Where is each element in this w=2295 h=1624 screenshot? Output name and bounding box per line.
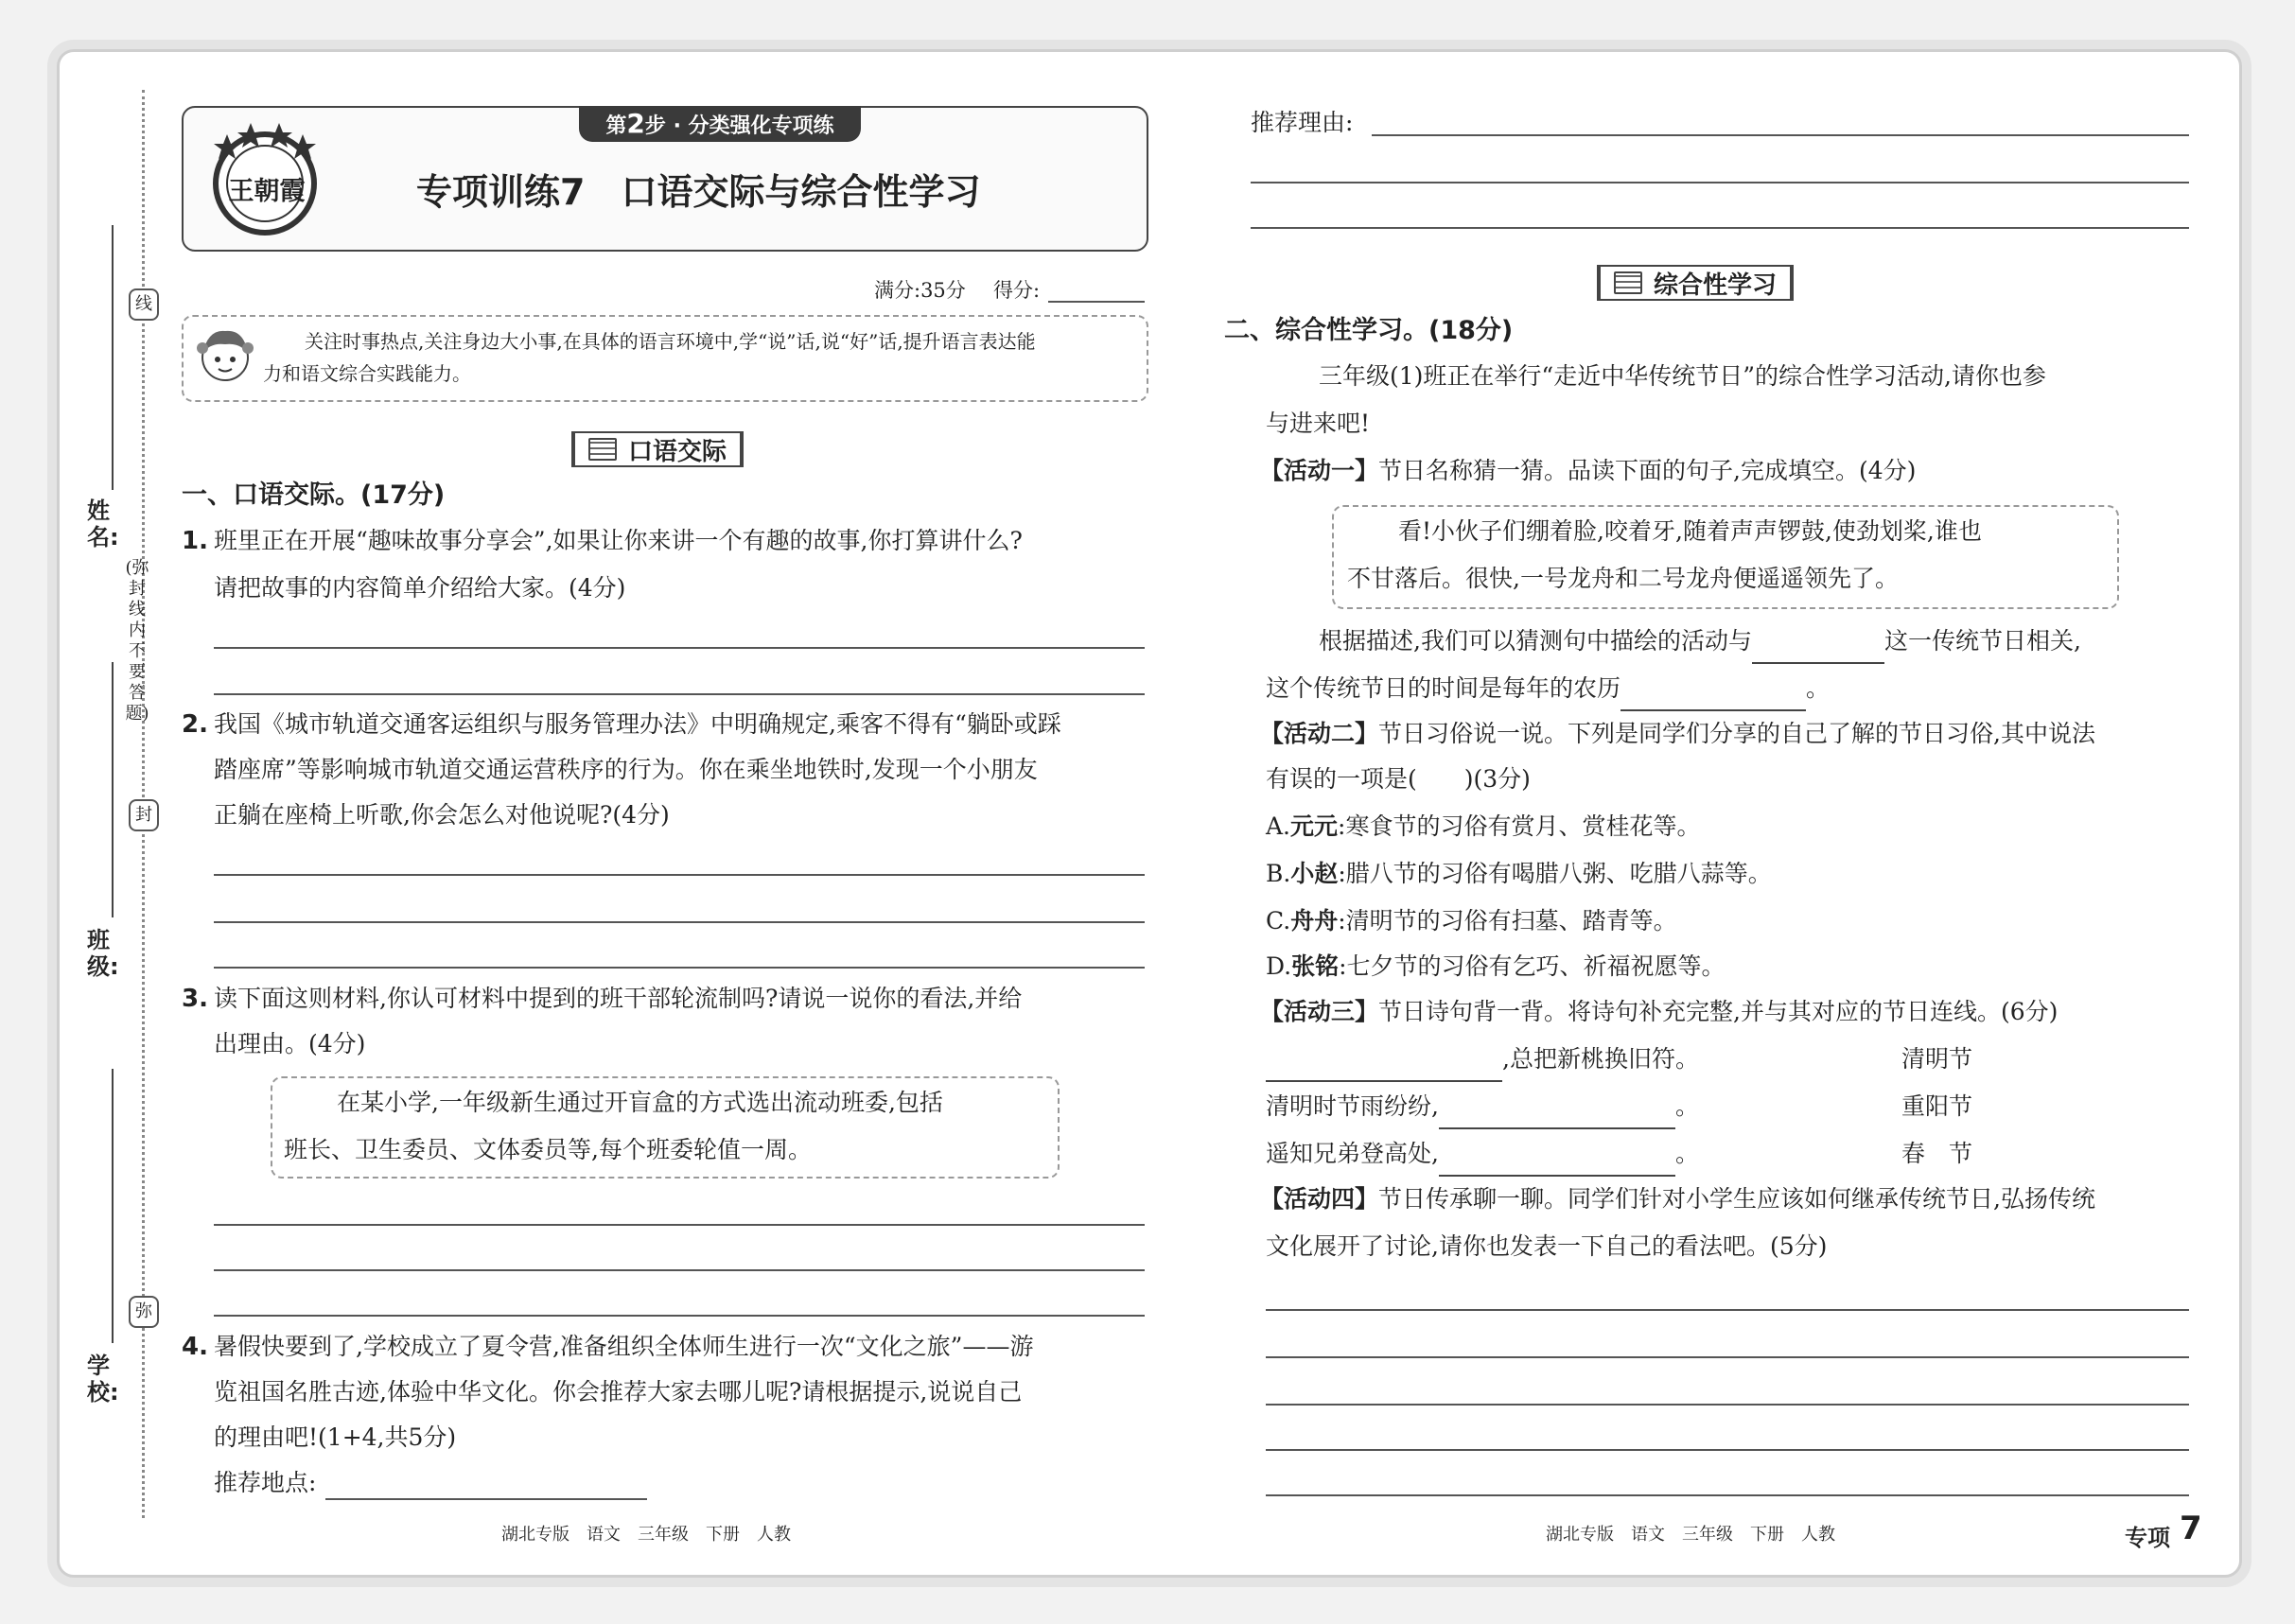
q3-material-line-1: 在某小学,一年级新生通过开盲盒的方式选出流动班委,包括 — [337, 1089, 943, 1116]
step-prefix: 第 — [605, 114, 627, 138]
q4-place-label: 推荐地点: — [214, 1469, 317, 1496]
logo-text: 王朝霞 — [228, 177, 306, 206]
activity-4-text: 节日传承聊一聊。同学们针对小学生应该如何继承传统节日,弘扬传统 — [1378, 1185, 2095, 1213]
a1-blank-festival[interactable] — [1752, 634, 1884, 664]
activity-3 — [1260, 989, 2058, 1035]
option-b-letter: B. — [1266, 860, 1291, 887]
name-field[interactable] — [112, 225, 114, 490]
binding-mi: 弥 — [129, 1296, 159, 1328]
q2-answer-line-1[interactable] — [214, 874, 1145, 876]
q1-number: 1. — [182, 527, 208, 555]
q3-answer-line-2[interactable] — [214, 1269, 1145, 1271]
reason-line-2[interactable] — [1251, 182, 2189, 183]
option-b-who: 小赵 — [1290, 860, 1339, 887]
poem-2-blank[interactable] — [1439, 1099, 1675, 1129]
option-d-letter: D. — [1266, 952, 1292, 980]
q1-answer-line-1[interactable] — [214, 647, 1145, 649]
activity-4 — [1260, 1177, 2095, 1222]
book-icon — [1614, 271, 1642, 294]
q1-line-1: 班里正在开展“趣味故事分享会”,如果让你来讲一个有趣的故事,你打算讲什么? — [214, 527, 1023, 554]
q4-line-2: 览祖国名胜古迹,体验中华文化。你会推荐大家去哪儿呢?请根据提示,说说自己 — [214, 1378, 1023, 1406]
q3-answer-line-1[interactable] — [214, 1224, 1145, 1226]
reason-line-3[interactable] — [1251, 227, 2189, 229]
q4-line-1: 暑假快要到了,学校成立了夏令营,准备组织全体师生进行一次“文化之旅”——游 — [214, 1333, 1034, 1360]
name-label: 姓名: — [87, 498, 119, 550]
girl-avatar-icon — [189, 322, 261, 395]
oral-section-header — [571, 431, 744, 467]
activity-4-tag: 【活动四】 — [1260, 1185, 1379, 1213]
poem-2 — [1266, 1084, 1699, 1129]
binding-xian: 线 — [129, 288, 159, 321]
a4-answer-line-2[interactable] — [1266, 1356, 2189, 1358]
footer-right: 湖北专版 语文 三年级 下册 人教 — [1546, 1525, 1835, 1545]
q4-place-field[interactable] — [325, 1498, 647, 1500]
activity-2-line-2: 有误的一项是( )(3分) — [1266, 765, 1531, 793]
q2-line-2: 踏座席”等影响城市轨道交通运营秩序的行为。你在乘坐地铁时,发现一个小朋友 — [214, 756, 1038, 783]
activity-1-tag: 【活动一】 — [1260, 457, 1379, 484]
binding-notice: (弥封线内不要答题) — [125, 558, 149, 724]
option-a[interactable] — [1266, 804, 1700, 849]
poem-3-end: 。 — [1674, 1140, 1699, 1167]
q2-answer-line-2[interactable] — [214, 921, 1145, 923]
activity-1-text: 节日名称猜一猜。品读下面的句子,完成填空。(4分) — [1378, 457, 1917, 484]
option-c-letter: C. — [1266, 907, 1291, 934]
poem-1 — [1266, 1037, 1699, 1082]
class-label: 班级: — [87, 927, 119, 980]
option-b-text: :腊八节的习俗有喝腊八粥、吃腊八蒜等。 — [1338, 860, 1772, 887]
step-suffix: 步 · 分类强化专项练 — [644, 114, 834, 138]
school-label: 学校: — [87, 1353, 119, 1406]
option-a-who: 元元 — [1290, 812, 1339, 840]
option-b[interactable] — [1266, 851, 1772, 897]
q2-number: 2. — [182, 710, 208, 739]
q3-line-1: 读下面这则材料,你认可材料中提到的班干部轮流制吗?请说一说你的看法,并给 — [214, 985, 1023, 1012]
q2-line-1: 我国《城市轨道交通客运组织与服务管理办法》中明确规定,乘客不得有“躺卧或踩 — [214, 710, 1061, 738]
q2-line-3: 正躺在座椅上听歌,你会怎么对他说呢?(4分) — [214, 801, 670, 829]
comp-intro-1: 三年级(1)班正在举行“走近中华传统节日”的综合性学习活动,请你也参 — [1319, 362, 2046, 390]
poem-3-blank[interactable] — [1439, 1146, 1675, 1177]
comp-intro-2: 与进来吧! — [1266, 410, 1371, 437]
poem-1-blank[interactable] — [1266, 1052, 1502, 1082]
a1-material-line-1: 看!小伙子们绷着脸,咬着牙,随着声声锣鼓,使劲划桨,谁也 — [1398, 517, 1982, 545]
comp-section-header — [1597, 265, 1794, 301]
activity-2 — [1260, 711, 2095, 757]
a1-fill-2-prefix: 这个传统节日的时间是每年的农历 — [1266, 674, 1621, 702]
holiday-1[interactable]: 清明节 — [1901, 1045, 1973, 1073]
book-icon — [588, 438, 617, 461]
class-field[interactable] — [112, 662, 114, 917]
q1-line-2: 请把故事的内容简单介绍给大家。(4分) — [214, 574, 626, 602]
poem-3-text: 遥知兄弟登高处, — [1266, 1140, 1439, 1167]
oral-section-label: 口语交际 — [628, 437, 727, 466]
full-score: 满分:35分 — [874, 279, 966, 302]
binding-feng: 封 — [129, 799, 159, 831]
q3-material-line-2: 班长、卫生委员、文体委员等,每个班委轮值一周。 — [284, 1136, 812, 1163]
q2-answer-line-3[interactable] — [214, 967, 1145, 969]
q1-answer-line-2[interactable] — [214, 693, 1145, 695]
activity-2-text: 节日习俗说一说。下列是同学们分享的自己了解的节日习俗,其中说法 — [1378, 720, 2095, 747]
comp-part-title: 二、综合性学习。(18分) — [1224, 316, 1514, 345]
footer-left: 湖北专版 语文 三年级 下册 人教 — [501, 1525, 791, 1545]
activity-3-text: 节日诗句背一背。将诗句补充完整,并与其对应的节日连线。(6分) — [1378, 998, 2058, 1025]
school-field[interactable] — [112, 1069, 114, 1343]
a1-material-line-2: 不甘落后。很快,一号龙舟和二号龙舟便遥遥领先了。 — [1347, 565, 1899, 592]
holiday-2[interactable]: 重阳节 — [1901, 1092, 1973, 1120]
poem-1-text: ,总把新桃换旧符。 — [1502, 1045, 1699, 1073]
comp-section-label: 综合性学习 — [1654, 271, 1778, 300]
oral-part-title: 一、口语交际。(17分) — [182, 480, 446, 510]
option-c-who: 舟舟 — [1290, 907, 1339, 934]
a1-fill-2 — [1266, 666, 1830, 711]
holiday-3[interactable]: 春 节 — [1901, 1140, 1973, 1167]
activity-3-tag: 【活动三】 — [1260, 998, 1379, 1025]
logo-badge — [199, 115, 331, 238]
option-d-who: 张铭 — [1291, 952, 1340, 980]
q3-line-2: 出理由。(4分) — [214, 1030, 366, 1057]
a1-fill-1 — [1319, 619, 2081, 664]
option-c-text: :清明节的习俗有扫墓、踏青等。 — [1338, 907, 1677, 934]
a4-answer-line-5[interactable] — [1266, 1494, 2189, 1496]
intro-line-1: 关注时事热点,关注身边大小事,在具体的语言环境中,学“说”话,说“好”话,提升语言表达能 — [305, 330, 1036, 353]
page-label: 专项 — [2125, 1525, 2170, 1551]
option-d[interactable] — [1266, 944, 1726, 989]
activity-2-tag: 【活动二】 — [1260, 720, 1379, 747]
intro-line-2: 力和语文综合实践能力。 — [263, 362, 471, 385]
a4-answer-line-4[interactable] — [1266, 1449, 2189, 1451]
score-field[interactable] — [1048, 301, 1145, 303]
q4-number: 4. — [182, 1333, 208, 1361]
q3-answer-line-3[interactable] — [214, 1315, 1145, 1317]
step-banner — [579, 106, 861, 142]
q4-line-3: 的理由吧!(1+4,共5分) — [214, 1423, 457, 1451]
poem-3 — [1266, 1131, 1699, 1177]
option-a-text: :寒食节的习俗有赏月、赏桂花等。 — [1338, 812, 1701, 840]
option-a-letter: A. — [1266, 812, 1291, 840]
poem-2-text: 清明时节雨纷纷, — [1266, 1092, 1439, 1120]
page-title: 专项训练7 口语交际与综合性学习 — [416, 171, 981, 213]
activity-1 — [1260, 448, 1916, 494]
a1-fill-1-suffix: 这一传统节日相关, — [1883, 627, 2081, 655]
option-c[interactable] — [1266, 899, 1677, 944]
a1-fill-1-prefix: 根据描述,我们可以猜测句中描绘的活动与 — [1319, 627, 1752, 655]
a1-fill-2-suffix: 。 — [1806, 674, 1831, 702]
score-label: 得分: — [993, 279, 1041, 302]
activity-4-line-2: 文化展开了讨论,请你也发表一下自己的看法吧。(5分) — [1266, 1232, 1828, 1260]
page-number: 7 — [2180, 1510, 2202, 1547]
option-d-text: :七夕节的习俗有乞巧、祈福祝愿等。 — [1339, 952, 1726, 980]
a4-answer-line-1[interactable] — [1266, 1309, 2189, 1311]
step-num: 2 — [626, 108, 645, 139]
q3-number: 3. — [182, 985, 208, 1013]
a1-blank-date[interactable] — [1621, 681, 1806, 711]
a4-answer-line-3[interactable] — [1266, 1404, 2189, 1406]
poem-2-end: 。 — [1674, 1092, 1699, 1120]
reason-label: 推荐理由: — [1251, 109, 1354, 136]
reason-line-1[interactable] — [1372, 134, 2189, 136]
